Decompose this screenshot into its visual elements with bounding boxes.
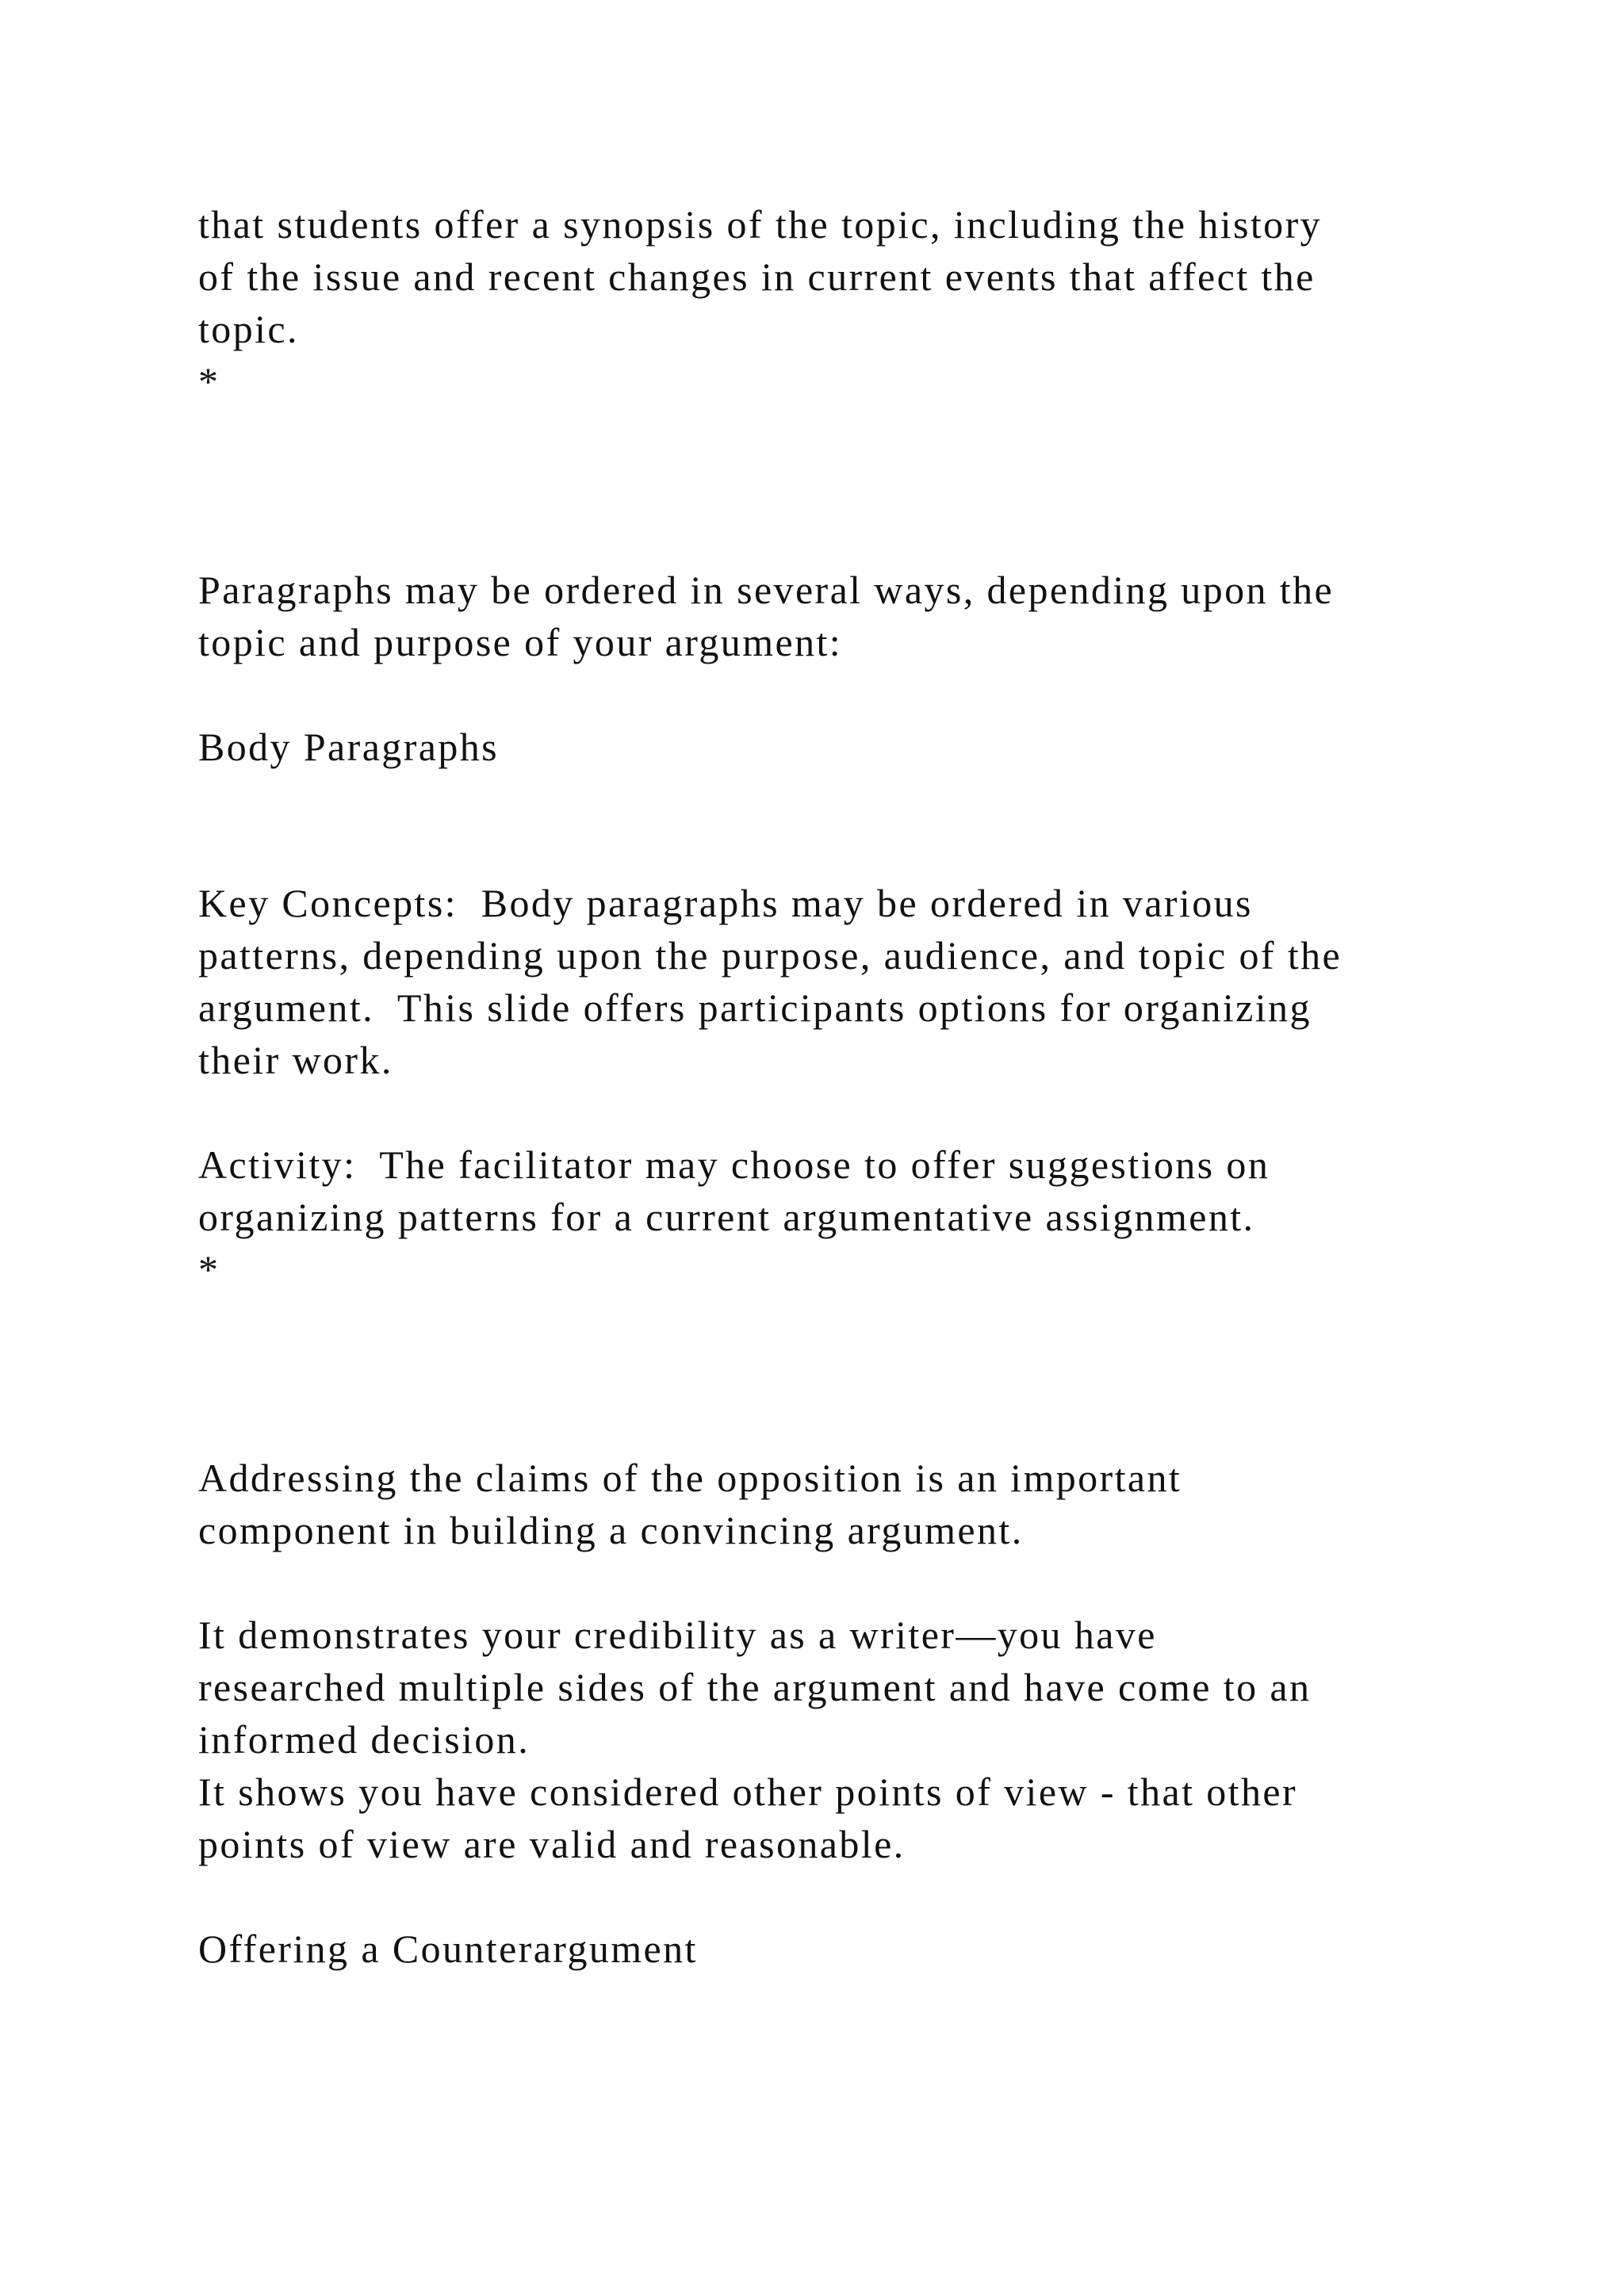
section-heading: Body Paragraphs	[198, 725, 499, 769]
text-line: topic and purpose of your argument:	[198, 620, 843, 664]
text-line: Paragraphs may be ordered in several ways, depending upon the	[198, 568, 1335, 612]
text-line: component in building a convincing argument.	[198, 1508, 1024, 1552]
text-line: of the issue and recent changes in current events that affect the	[198, 254, 1316, 299]
text-line: that students offer a synopsis of the topic, including the history	[198, 202, 1323, 247]
text-line: topic.	[198, 307, 299, 351]
text-line: informed decision.	[198, 1717, 530, 1762]
text-line: It shows you have considered other points of view - that other	[198, 1770, 1298, 1814]
text-line: researched multiple sides of the argument and have come to an	[198, 1665, 1312, 1709]
text-line: *	[198, 1247, 220, 1292]
text-line: organizing patterns for a current argumentative assignment.	[198, 1195, 1255, 1239]
text-line: patterns, depending upon the purpose, audience, and topic of the	[198, 933, 1342, 978]
text-line: argument. This slide offers participants options for organizing	[198, 985, 1312, 1030]
text-line: points of view are valid and reasonable.	[198, 1822, 906, 1866]
text-line: *	[198, 359, 220, 404]
text-line: their work.	[198, 1038, 393, 1082]
text-line: Key Concepts: Body paragraphs may be ordered in various	[198, 881, 1253, 925]
text-line: Addressing the claims of the opposition is an important	[198, 1456, 1182, 1500]
section-heading: Offering a Counterargument	[198, 1927, 698, 1971]
text-line: Activity: The facilitator may choose to offer suggestions on	[198, 1142, 1270, 1187]
text-line: It demonstrates your credibility as a writer—you have	[198, 1613, 1157, 1657]
